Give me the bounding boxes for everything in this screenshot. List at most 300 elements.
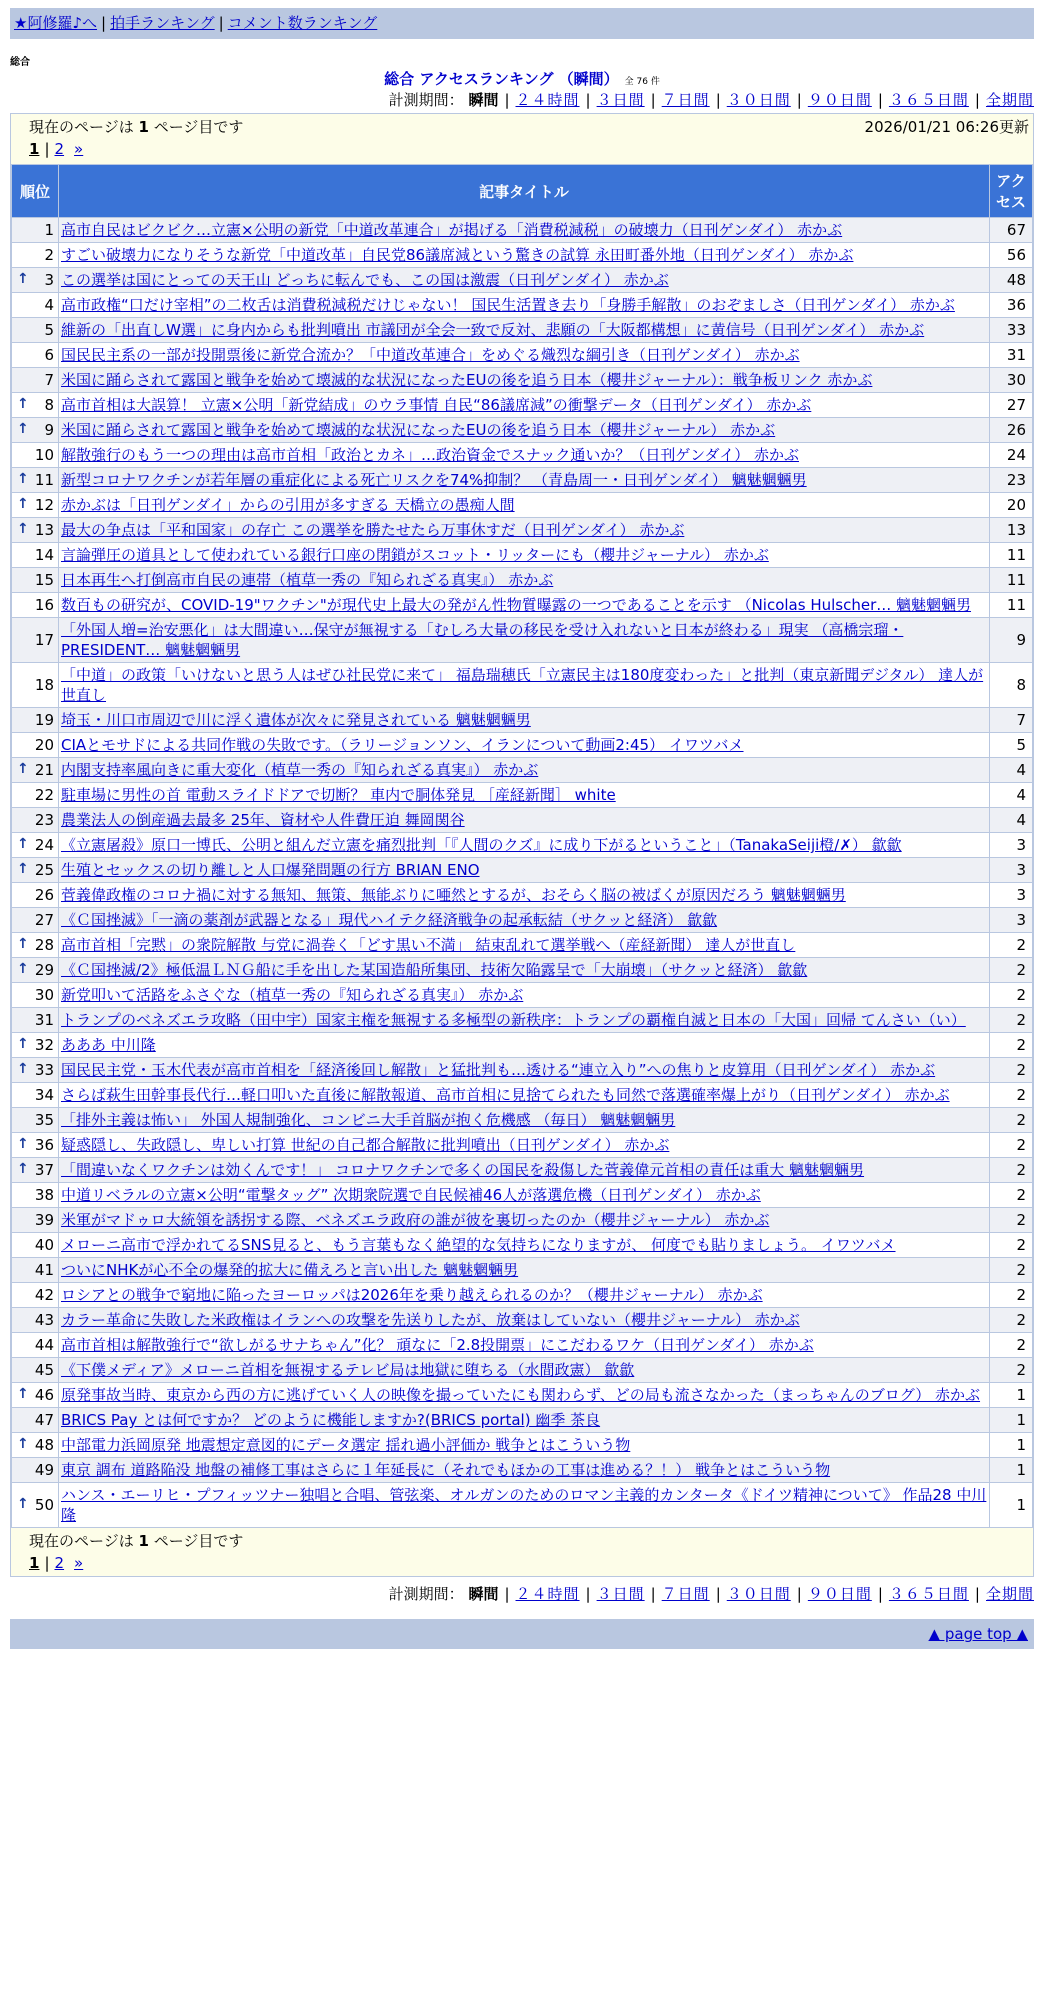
arrow-up-icon: ↑ [17, 496, 29, 512]
period-link-24h[interactable]: ２４時間 [515, 91, 580, 109]
period-link-all[interactable]: 全期間 [985, 91, 1034, 109]
rank-cell [12, 1083, 59, 1108]
rank-cell [12, 1208, 59, 1233]
arrow-up-icon: ↑ [17, 861, 29, 877]
title-cell [59, 983, 990, 1008]
rank-number: 15 [34, 571, 54, 589]
article-title-link[interactable]: 疑惑隠し、失政隠し、卑しい打算 世紀の自己都合解散に批判噴出（日刊ゲンダイ） 赤かぶ [61, 1136, 670, 1154]
access-count: 7 [990, 708, 1033, 733]
arrow-up-icon: ↑ [17, 1161, 29, 1177]
rank-cell [12, 983, 59, 1008]
nav-separator: | [101, 14, 107, 32]
article-title-link[interactable]: ロシアとの戦争で窮地に陥ったヨーロッパは2026年を乗り越えられるのか？（櫻井ジャーナル） 赤かぶ [61, 1286, 763, 1304]
title-cell [59, 1458, 990, 1483]
rank-number: 47 [34, 1411, 54, 1429]
table-row [12, 618, 1033, 663]
ranking-table-body [12, 218, 1033, 1528]
rank-number: 36 [34, 1136, 54, 1154]
access-count: 67 [990, 218, 1033, 243]
access-count: 11 [990, 568, 1033, 593]
table-row [12, 1308, 1033, 1333]
rank-cell [12, 1233, 59, 1258]
article-title-link[interactable]: 《Ｃ国挫滅/2》極低温ＬＮＧ船に手を出した某国造船所集団、技術欠陥露呈で「大崩壊」（サクッと経済） 歙歙 [61, 961, 808, 979]
article-title-link[interactable]: BRICS Pay とは何ですか？ どのように機能しますか?(BRICS portal) 幽季 茶良 [61, 1411, 601, 1429]
access-count: 24 [990, 443, 1033, 468]
access-count: 1 [990, 1483, 1033, 1528]
title-cell [59, 243, 990, 268]
col-rank-header: 順位 [12, 165, 59, 218]
rank-number: 18 [34, 676, 54, 694]
rank-cell [12, 808, 59, 833]
rank-cell [12, 1383, 59, 1408]
arrow-up-icon: ↑ [17, 271, 29, 287]
title-cell [59, 933, 990, 958]
access-count: 2 [990, 1208, 1033, 1233]
nav-separator: | [218, 14, 224, 32]
title-cell [59, 1108, 990, 1133]
period-link-90d[interactable]: ９０日間 [807, 1585, 872, 1603]
access-count: 26 [990, 418, 1033, 443]
title-cell [59, 218, 990, 243]
title-cell [59, 708, 990, 733]
table-row [12, 1158, 1033, 1183]
access-count: 9 [990, 618, 1033, 663]
period-link-365d[interactable]: ３６５日間 [888, 91, 969, 109]
rank-cell [12, 343, 59, 368]
ranking-header [10, 69, 1034, 89]
period-current: 瞬間 [468, 91, 499, 109]
table-row [12, 1258, 1033, 1283]
table-row [12, 1183, 1033, 1208]
rank-cell [12, 758, 59, 783]
rank-cell [12, 908, 59, 933]
rank-cell [12, 1258, 59, 1283]
rank-cell [12, 1333, 59, 1358]
title-cell [59, 758, 990, 783]
period-label: 計測期間： [388, 91, 464, 109]
next-page-link[interactable]: » [74, 140, 84, 158]
article-title-link[interactable]: 菅義偉政権のコロナ禍に対する無知、無策、無能ぶりに唖然とするが、おそらく脳の被ばくが原因だろう 魑魅魍魎男 [61, 886, 846, 904]
title-cell [59, 883, 990, 908]
page-title: 総合 アクセスランキング （瞬間） [384, 70, 619, 88]
rank-number: 13 [34, 521, 54, 539]
table-row [12, 1483, 1033, 1528]
access-count: 8 [990, 663, 1033, 708]
article-title-link[interactable]: 米国に踊らされて露国と戦争を始めて壊滅的な状況になったEUの後を追う日本（櫻井ジャーナル） 赤かぶ [61, 421, 776, 439]
article-title-link[interactable]: 高市首相は解散強行で“欲しがるサナちゃん”化？ 頑なに「2.8投開票」にこだわるワケ（日刊ゲンダイ） 赤かぶ [61, 1336, 814, 1354]
access-count: 11 [990, 593, 1033, 618]
page-links: 1 | 2 » [29, 1554, 84, 1572]
arrow-up-icon: ↑ [17, 761, 29, 777]
ranking-panel [10, 113, 1034, 1577]
access-count: 2 [990, 1033, 1033, 1058]
article-title-link[interactable]: 新党叩いて活路をふさぐな（植草一秀の『知られざる真実』） 赤かぶ [61, 986, 524, 1004]
table-row [12, 883, 1033, 908]
table-row [12, 1133, 1033, 1158]
title-cell [59, 493, 990, 518]
rank-cell [12, 858, 59, 883]
rank-cell [12, 708, 59, 733]
rank-cell [12, 1483, 59, 1528]
article-title-link[interactable]: 維新の「出直しW選」に身内からも批判噴出 市議団が全会一致で反対、悲願の「大阪都構想」に黄信号（日刊ゲンダイ） 赤かぶ [61, 321, 925, 339]
table-row [12, 733, 1033, 758]
table-row [12, 568, 1033, 593]
arrow-up-icon: ↑ [17, 1436, 29, 1452]
title-cell [59, 1233, 990, 1258]
rank-number: 21 [34, 761, 54, 779]
rank-number: 29 [34, 961, 54, 979]
access-count: 2 [990, 1333, 1033, 1358]
arrow-up-icon: ↑ [17, 836, 29, 852]
article-title-link[interactable]: すごい破壊力になりそうな新党「中道改革」自民党86議席減という驚きの試算 永田町番外地（日刊ゲンダイ） 赤かぶ [61, 246, 854, 264]
title-cell [59, 663, 990, 708]
rank-cell [12, 518, 59, 543]
rank-number: 6 [44, 346, 54, 364]
title-cell [59, 783, 990, 808]
access-count: 2 [990, 1358, 1033, 1383]
table-row [12, 833, 1033, 858]
access-count: 3 [990, 833, 1033, 858]
rank-cell [12, 1308, 59, 1333]
article-title-link[interactable]: 言論弾圧の道具として使われている銀行口座の閉鎖がスコット・リッターにも（櫻井ジャーナル） 赤かぶ [61, 546, 769, 564]
rank-cell [12, 368, 59, 393]
rank-cell [12, 1058, 59, 1083]
rank-number: 16 [34, 596, 54, 614]
title-cell [59, 468, 990, 493]
title-cell [59, 443, 990, 468]
page-2-link[interactable]: 2 [54, 140, 65, 158]
rank-cell [12, 243, 59, 268]
arrow-up-icon: ↑ [17, 1496, 29, 1512]
title-cell [59, 1333, 990, 1358]
next-page-link[interactable]: » [74, 1554, 84, 1572]
article-title-link[interactable]: 《下僕メディア》メローニ首相を無視するテレビ局は地獄に堕ちる（水間政憲） 歙歙 [61, 1361, 635, 1379]
article-title-link[interactable]: 「外国人増=治安悪化」は大間違い…保守が無視する「むしろ大量の移民を受け入れないと日本が終わる」現実 （高橋宗瑠・PRESIDENT… 魑魅魍魎男 [61, 621, 904, 659]
article-title-link[interactable]: 駐車場に男性の首 電動スライドドアで切断？ 車内で胴体発見 ［産経新聞］ white [61, 786, 616, 804]
rank-number: 43 [34, 1311, 54, 1329]
title-cell [59, 518, 990, 543]
title-cell [59, 618, 990, 663]
period-label: 計測期間： [388, 1585, 464, 1603]
article-title-link[interactable]: 高市首相は大誤算！ 立憲×公明「新党結成」のウラ事情 自民“86議席減”の衝撃データ（日刊ゲンダイ） 赤かぶ [61, 396, 812, 414]
access-count: 5 [990, 733, 1033, 758]
table-row [12, 268, 1033, 293]
period-link-24h[interactable]: ２４時間 [515, 1585, 580, 1603]
table-row [12, 1433, 1033, 1458]
rank-number: 30 [34, 986, 54, 1004]
rank-cell [12, 958, 59, 983]
title-cell [59, 343, 990, 368]
article-title-link[interactable]: 国民民主系の一部が投開票後に新党合流か？「中道改革連合」をめぐる熾烈な綱引き（日刊ゲンダイ） 赤かぶ [61, 346, 800, 364]
title-cell [59, 808, 990, 833]
title-cell [59, 1408, 990, 1433]
table-row [12, 1033, 1033, 1058]
access-count: 48 [990, 268, 1033, 293]
access-count: 2 [990, 983, 1033, 1008]
access-count: 3 [990, 858, 1033, 883]
article-title-link[interactable]: 米国に踊らされて露国と戦争を始めて壊滅的な状況になったEUの後を追う日本（櫻井ジャーナル）：戦争板リンク 赤かぶ [61, 371, 873, 389]
title-cell [59, 1033, 990, 1058]
period-link-3d[interactable]: ３日間 [596, 91, 645, 109]
rank-cell [12, 1033, 59, 1058]
rank-number: 39 [34, 1211, 54, 1229]
access-count: 2 [990, 1308, 1033, 1333]
article-title-link[interactable]: カラー革命に失敗した米政権はイランへの攻撃を先送りしたが、放棄はしていない（櫻井ジャーナル） 赤かぶ [61, 1311, 800, 1329]
rank-number: 27 [34, 911, 54, 929]
table-row [12, 593, 1033, 618]
access-count: 23 [990, 468, 1033, 493]
access-count: 2 [990, 1233, 1033, 1258]
article-title-link[interactable]: CIAとモサドによる共同作戦の失敗です。（ラリージョンソン、イランについて動画2:45） イワツバメ [61, 736, 744, 754]
table-row [12, 1233, 1033, 1258]
access-count: 2 [990, 1283, 1033, 1308]
rank-cell [12, 443, 59, 468]
rank-cell [12, 883, 59, 908]
article-title-link[interactable]: 《立憲屠殺》原口一博氏、公明と組んだ立憲を痛烈批判「『人間のクズ』に成り下がるということ」（TanakaSeiji橙/✗） 歙歙 [61, 836, 902, 854]
title-cell [59, 1283, 990, 1308]
rank-cell [12, 1133, 59, 1158]
arrow-up-icon: ↑ [17, 396, 29, 412]
article-title-link[interactable]: 埼玉・川口市周辺で川に浮く遺体が次々に発見されている 魑魅魍魎男 [61, 711, 531, 729]
article-title-link[interactable]: 解散強行のもう一つの理由は高市首相「政治とカネ」…政治資金でスナック通いか？（日刊ゲンダイ） 赤かぶ [61, 446, 799, 464]
table-row [12, 1383, 1033, 1408]
arrow-up-icon: ↑ [17, 1386, 29, 1402]
article-title-link[interactable]: トランプのベネズエラ攻略（田中宇）国家主権を無視する多極型の新秩序：トランプの覇権自滅と日本の「大国」回帰 てんさい（い） [61, 1011, 966, 1029]
table-row [12, 418, 1033, 443]
title-cell [59, 1483, 990, 1528]
rank-number: 22 [34, 786, 54, 804]
rank-number: 44 [34, 1336, 54, 1354]
article-title-link[interactable]: 「中道」の政策「いけないと思う人はぜひ社民党に来て」 福島瑞穂氏「立憲民主は180度変わった」と批判（東京新聞デジタル） 達人が世直し [61, 666, 984, 704]
arrow-up-icon: ↑ [17, 1061, 29, 1077]
table-row [12, 983, 1033, 1008]
updated-timestamp: 2026/01/21 06:26更新 [864, 118, 1029, 136]
rank-number: 11 [34, 471, 54, 489]
rank-number: 12 [34, 496, 54, 514]
article-title-link[interactable]: 生殖とセックスの切り離しと人口爆発問題の行方 BRIAN ENO [61, 861, 480, 879]
title-cell [59, 543, 990, 568]
article-title-link[interactable]: 中道リベラルの立憲×公明“電撃タッグ” 次期衆院選で自民候補46人が落選危機（日刊ゲンダイ） 赤かぶ [61, 1186, 761, 1204]
table-row [12, 518, 1033, 543]
title-cell [59, 958, 990, 983]
rank-cell [12, 933, 59, 958]
rank-number: 17 [34, 631, 54, 649]
article-title-link[interactable]: 高市自民はビクビク…立憲×公明の新党「中道改革連合」が掲げる「消費税減税」の破壊力（日刊ゲンダイ） 赤かぶ [61, 221, 843, 239]
access-count: 4 [990, 783, 1033, 808]
title-cell [59, 593, 990, 618]
comment-ranking-link[interactable]: コメント数ランキング [227, 14, 378, 32]
table-row [12, 663, 1033, 708]
rank-number: 1 [44, 221, 54, 239]
period-current: 瞬間 [468, 1585, 499, 1603]
rank-cell [12, 468, 59, 493]
rank-number: 4 [44, 296, 54, 314]
access-count: 3 [990, 883, 1033, 908]
article-title-link[interactable]: 日本再生へ打倒高市自民の連帯（植草一秀の『知られざる真実』） 赤かぶ [61, 571, 554, 589]
table-row [12, 1208, 1033, 1233]
article-title-link[interactable]: 「排外主義は怖い」 外国人規制強化、コンビニ大手首脳が抱く危機感 （毎日） 魑魅魍魎男 [61, 1111, 676, 1129]
access-count: 20 [990, 493, 1033, 518]
rank-cell [12, 1283, 59, 1308]
access-count: 2 [990, 1258, 1033, 1283]
rank-cell [12, 543, 59, 568]
title-cell [59, 393, 990, 418]
access-count: 11 [990, 543, 1033, 568]
article-title-link[interactable]: 中部電力浜岡原発 地震想定意図的にデータ選定 揺れ過小評価か 戦争とはこういう物 [61, 1436, 631, 1454]
article-title-link[interactable]: 国民民主党・玉木代表が高市首相を「経済後回し解散」と猛批判も…透ける“連立入り”への焦りと皮算用（日刊ゲンダイ） 赤かぶ [61, 1061, 936, 1079]
article-title-link[interactable]: 「間違いなくワクチンは効くんです！」 コロナワクチンで多くの国民を殺傷した菅義偉元首相の責任は重大 魑魅魍魎男 [61, 1161, 865, 1179]
pager-bottom [11, 1528, 1033, 1576]
article-title-link[interactable]: さらば萩生田幹事長代行…軽口叩いた直後に解散報道、高市首相に見捨てられたも同然で落選確率爆上がり（日刊ゲンダイ） 赤かぶ [61, 1086, 950, 1104]
table-row [12, 858, 1033, 883]
rank-number: 49 [34, 1461, 54, 1479]
period-link-3d[interactable]: ３日間 [596, 1585, 645, 1603]
home-link[interactable]: ★阿修羅♪へ [14, 14, 98, 32]
article-title-link[interactable]: 新型コロナワクチンが若年層の重症化による死亡リスクを74%抑制？ （青島周一・日刊ゲンダイ） 魑魅魍魎男 [61, 471, 807, 489]
rank-number: 50 [34, 1496, 54, 1514]
rank-number: 10 [34, 446, 54, 464]
page-1-current: 1 [29, 1554, 40, 1572]
title-cell [59, 1158, 990, 1183]
title-cell [59, 1258, 990, 1283]
page-info: 現在のページは 1 ページ目です [29, 1532, 244, 1550]
access-count: 36 [990, 293, 1033, 318]
arrow-up-icon: ↑ [17, 521, 29, 537]
title-cell [59, 418, 990, 443]
article-title-link[interactable]: 赤かぶは「日刊ゲンダイ」からの引用が多すぎる 天橋立の愚痴人間 [61, 496, 515, 514]
article-title-link[interactable]: 高市政権“口だけ宰相”の二枚舌は消費税減税だけじゃない！ 国民生活置き去り「身勝手解散」のおぞましさ（日刊ゲンダイ） 赤かぶ [61, 296, 955, 314]
article-title-link[interactable]: 米軍がマドゥロ大統領を誘拐する際、ベネズエラ政府の誰が彼を裏切ったのか（櫻井ジャーナル） 赤かぶ [61, 1211, 770, 1229]
article-title-link[interactable]: 原発事故当時、東京から西の方に逃げていく人の映像を撮っていたにも関わらず、どの局も流さなかった（まっちゃんのブログ） 赤かぶ [61, 1386, 981, 1404]
title-cell [59, 1358, 990, 1383]
access-count: 4 [990, 758, 1033, 783]
applause-ranking-link[interactable]: 拍手ランキング [110, 14, 215, 32]
table-row [12, 243, 1033, 268]
access-count: 30 [990, 368, 1033, 393]
title-cell [59, 368, 990, 393]
access-count: 1 [990, 1408, 1033, 1433]
rank-cell [12, 618, 59, 663]
period-link-30d[interactable]: ３０日間 [726, 1585, 791, 1603]
rank-number: 38 [34, 1186, 54, 1204]
rank-number: 26 [34, 886, 54, 904]
article-title-link[interactable]: ついにNHKが心不全の爆発的拡大に備えろと言い出した 魑魅魍魎男 [61, 1261, 519, 1279]
title-cell [59, 293, 990, 318]
table-row [12, 958, 1033, 983]
table-row [12, 343, 1033, 368]
article-title-link[interactable]: 東京 調布 道路陥没 地盤の補修工事はさらに１年延長に（それでもほかの工事は進める？！） 戦争とはこういう物 [61, 1461, 831, 1479]
article-title-link[interactable]: 内閣支持率風向きに重大変化（植草一秀の『知られざる真実』） 赤かぶ [61, 761, 539, 779]
title-cell [59, 1058, 990, 1083]
rank-number: 5 [44, 321, 54, 339]
access-count: 2 [990, 1058, 1033, 1083]
article-title-link[interactable]: あああ 中川隆 [61, 1036, 156, 1054]
col-title-header: 記事タイトル [59, 165, 990, 218]
rank-cell [12, 1433, 59, 1458]
article-title-link[interactable]: 最大の争点は「平和国家」の存亡 この選挙を勝たせたら万事休すだ（日刊ゲンダイ） 赤かぶ [61, 521, 685, 539]
period-link-30d[interactable]: ３０日間 [726, 91, 791, 109]
rank-number: 40 [34, 1236, 54, 1254]
rank-cell [12, 783, 59, 808]
title-cell [59, 1383, 990, 1408]
table-row [12, 783, 1033, 808]
page-2-link[interactable]: 2 [54, 1554, 65, 1572]
rank-cell [12, 493, 59, 518]
table-row [12, 1333, 1033, 1358]
arrow-up-icon: ↑ [17, 961, 29, 977]
article-title-link[interactable]: 農業法人の倒産過去最多 25年、資材や人件費圧迫 舞岡関谷 [61, 811, 465, 829]
rank-number: 19 [34, 711, 54, 729]
period-link-365d[interactable]: ３６５日間 [888, 1585, 969, 1603]
table-row [12, 218, 1033, 243]
title-cell [59, 833, 990, 858]
access-count: 1 [990, 1458, 1033, 1483]
period-link-7d[interactable]: ７日間 [661, 1585, 710, 1603]
period-selector-bottom: 計測期間： 瞬間 | ２４時間 | ３日間 | ７日間 | ３０日間 | ９０日間 | ３６５日間 | 全期間 [388, 1585, 1034, 1603]
access-count: 27 [990, 393, 1033, 418]
rank-number: 48 [34, 1436, 54, 1454]
period-link-90d[interactable]: ９０日間 [807, 91, 872, 109]
title-cell [59, 908, 990, 933]
arrow-up-icon: ↑ [17, 421, 29, 437]
rank-cell [12, 1358, 59, 1383]
ranking-table [11, 164, 1033, 1528]
page-top-link[interactable]: ▲ page top ▲ [928, 1625, 1028, 1643]
title-cell [59, 858, 990, 883]
table-row [12, 1108, 1033, 1133]
title-cell [59, 1083, 990, 1108]
table-row [12, 908, 1033, 933]
article-title-link[interactable]: 高市首相「完黙」の衆院解散 与党に渦巻く「どす黒い不満」 結束乱れて選挙戦へ（産経新聞） 達人が世直し [61, 936, 796, 954]
top-nav-bar [10, 8, 1034, 39]
page-links: 1 | 2 » [29, 140, 84, 158]
rank-number: 41 [34, 1261, 54, 1279]
article-title-link[interactable]: この選挙は国にとっての天王山 どっちに転んでも、この国は激震（日刊ゲンダイ） 赤かぶ [61, 271, 669, 289]
rank-cell [12, 1183, 59, 1208]
page-info: 現在のページは 1 ページ目です [29, 118, 244, 136]
article-title-link[interactable]: メローニ高市で浮かれてるSNS見ると、もう言葉もなく絶望的な気持ちになりますが、 何度でも貼りましょう。 イワツバメ [61, 1236, 896, 1254]
rank-cell [12, 418, 59, 443]
article-title-link[interactable]: 数百もの研究が、COVID-19"ワクチン"が現代史上最大の発がん性物質曝露の一つであることを示す （Nicolas Hulscher… 魑魅魍魎男 [61, 596, 972, 614]
period-link-7d[interactable]: ７日間 [661, 91, 710, 109]
table-row [12, 1408, 1033, 1433]
table-row [12, 1083, 1033, 1108]
rank-cell [12, 1008, 59, 1033]
article-title-link[interactable]: 《Ｃ国挫滅》「一滴の薬剤が武器となる」現代ハイテク経済戦争の起承転結（サクッと経済） 歙歙 [61, 911, 718, 929]
access-count: 2 [990, 1133, 1033, 1158]
rank-number: 20 [34, 736, 54, 754]
title-cell [59, 733, 990, 758]
access-count: 4 [990, 808, 1033, 833]
title-cell [59, 268, 990, 293]
rank-number: 31 [34, 1011, 54, 1029]
rank-cell [12, 1458, 59, 1483]
title-cell [59, 1208, 990, 1233]
rank-number: 24 [34, 836, 54, 854]
rank-number: 46 [34, 1386, 54, 1404]
period-link-all[interactable]: 全期間 [985, 1585, 1034, 1603]
period-selector-top: 計測期間： 瞬間 | ２４時間 | ３日間 | ７日間 | ３０日間 | ９０日間 | ３６５日間 | 全期間 [388, 91, 1034, 109]
arrow-up-icon: ↑ [17, 1136, 29, 1152]
rank-cell [12, 218, 59, 243]
table-row [12, 468, 1033, 493]
rank-number: 3 [44, 271, 54, 289]
access-count: 13 [990, 518, 1033, 543]
title-cell [59, 318, 990, 343]
article-title-link[interactable]: ハンス・エーリヒ・プフィッツナー独唱と合唱、管弦楽、オルガンのためのロマン主義的カンタータ《ドイツ精神について》 作品28 中川隆 [61, 1486, 987, 1524]
table-row [12, 1008, 1033, 1033]
table-row [12, 1283, 1033, 1308]
